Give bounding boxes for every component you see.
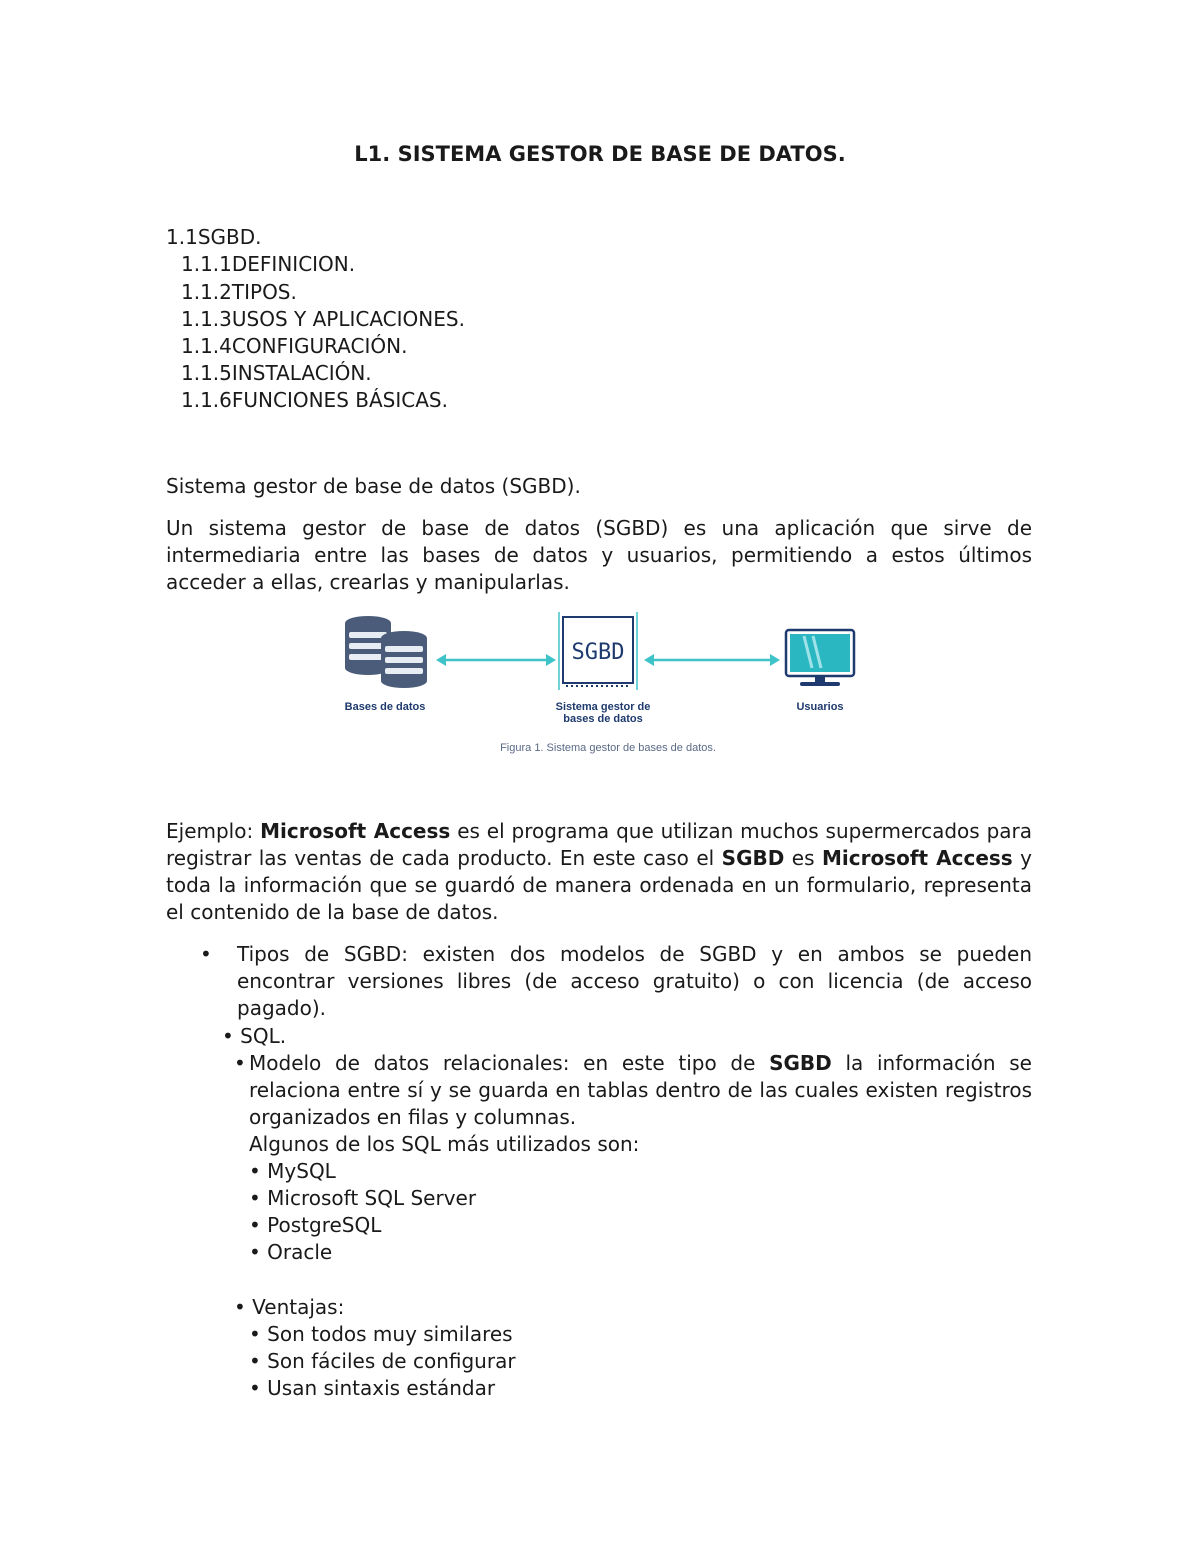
toc-item	[166, 224, 261, 251]
example-text: y toda la información que se guardó de manera ordenada en un formulario, representa el contenido de la base de datos.	[166, 846, 1033, 924]
list-item-label: MySQL	[267, 1159, 336, 1183]
example-bold: Microsoft Access	[821, 846, 1013, 870]
toc-number: 1.1.6	[181, 388, 232, 412]
list-item-label: Son todos muy similares	[267, 1322, 513, 1346]
list-item-label: Oracle	[267, 1240, 333, 1264]
toc-item	[181, 387, 448, 414]
label-databases: Bases de datos	[344, 701, 426, 713]
monitor-icon	[786, 630, 854, 686]
list-item	[249, 1158, 336, 1185]
intro-paragraph: Un sistema gestor de base de datos (SGBD) es una aplicación que sirve de intermediaria entre las bases de datos y usuarios, permitiendo a estos últimos acceder a ellas, crearlas y manipularlas.	[166, 516, 1032, 594]
toc-label: DEFINICION.	[231, 252, 356, 276]
list-item-label: Ventajas:	[252, 1295, 345, 1319]
bullet-icon: •	[249, 1376, 268, 1400]
database-icon	[345, 616, 427, 688]
toc-label: FUNCIONES BÁSICAS.	[231, 388, 448, 412]
example-bold: SGBD	[721, 846, 785, 870]
relational-model-text	[249, 1050, 1032, 1131]
toc-item	[181, 306, 465, 333]
bullet-icon: •	[249, 1240, 268, 1264]
sgbd-chip-icon	[559, 612, 637, 690]
toc-item	[181, 360, 372, 387]
toc-number: 1.1.4	[181, 334, 232, 358]
sgbd-diagram-svg	[330, 610, 870, 760]
list-item	[249, 1348, 516, 1375]
advantages-heading	[234, 1294, 344, 1321]
toc-label: SGBD.	[197, 225, 262, 249]
list-item	[249, 1185, 476, 1212]
right-bidirectional-arrow-icon	[644, 654, 780, 666]
example-bold: Microsoft Access	[260, 819, 451, 843]
most-used-heading: Algunos de los SQL más utilizados son:	[249, 1132, 640, 1156]
relational-text: Modelo de datos relacionales: en este tipo de	[249, 1051, 770, 1075]
label-sgbd-line1: Sistema gestor de	[555, 701, 651, 713]
bullet-icon: •	[249, 1213, 268, 1237]
relational-text: la información se relaciona entre sí y se guarda en tablas dentro de las cuales existen registros organizados en filas y columnas.	[249, 1051, 1032, 1129]
list-item-label: Microsoft SQL Server	[267, 1186, 477, 1210]
toc-number: 1.1.2	[181, 280, 232, 304]
toc-label: CONFIGURACIÓN.	[231, 334, 408, 358]
list-item-label: PostgreSQL	[267, 1213, 382, 1237]
label-users: Usuarios	[796, 701, 844, 713]
bullet-icon: •	[249, 1186, 268, 1210]
list-item	[249, 1239, 332, 1266]
bullet-icon: •	[222, 1024, 241, 1048]
toc-item	[181, 251, 355, 278]
list-item	[249, 1212, 381, 1239]
bullet-icon: •	[234, 1051, 246, 1075]
example-text: es	[784, 846, 822, 870]
list-item-label: SQL.	[240, 1024, 287, 1048]
section-heading: Sistema gestor de base de datos (SGBD).	[166, 474, 581, 498]
toc-item	[181, 279, 297, 306]
left-bidirectional-arrow-icon	[436, 654, 556, 666]
example-text: Ejemplo:	[166, 819, 261, 843]
toc-item	[181, 333, 407, 360]
toc-label: INSTALACIÓN.	[231, 361, 372, 385]
list-item-label: Son fáciles de configurar	[267, 1349, 516, 1373]
bullet-icon: •	[234, 1295, 253, 1319]
sgbd-box-label: SGBD	[571, 640, 625, 665]
types-bullet-text: Tipos de SGBD: existen dos modelos de SGBD y en ambos se pueden encontrar versiones libres (de acceso gratuito) o con licencia (de acceso pagado).	[237, 942, 1032, 1020]
toc-label: USOS Y APLICACIONES.	[231, 307, 465, 331]
list-item	[249, 1321, 513, 1348]
bullet-icon: •	[249, 1322, 268, 1346]
example-paragraph	[166, 818, 1032, 926]
bullet-icon: •	[249, 1349, 268, 1373]
sgbd-diagram	[330, 610, 870, 760]
bullet-icon: •	[200, 942, 212, 966]
bullet-icon: •	[249, 1159, 268, 1183]
list-item-sql	[222, 1023, 286, 1050]
figure-caption: Figura 1. Sistema gestor de bases de datos.	[500, 742, 716, 754]
document-title: L1. SISTEMA GESTOR DE BASE DE DATOS.	[354, 142, 846, 166]
toc-number: 1.1.5	[181, 361, 232, 385]
toc-number: 1.1.1	[181, 252, 232, 276]
list-item	[249, 1375, 495, 1402]
toc-number: 1.1.3	[181, 307, 232, 331]
toc-number: 1.1	[166, 225, 198, 249]
relational-bold: SGBD	[769, 1051, 832, 1075]
label-sgbd-line2: bases de datos	[563, 713, 643, 725]
toc-label: TIPOS.	[231, 280, 297, 304]
list-item-label: Usan sintaxis estándar	[267, 1376, 496, 1400]
example-text: es el programa que utilizan muchos supermercados para registrar las ventas de cada producto. En este caso el	[166, 819, 1032, 870]
